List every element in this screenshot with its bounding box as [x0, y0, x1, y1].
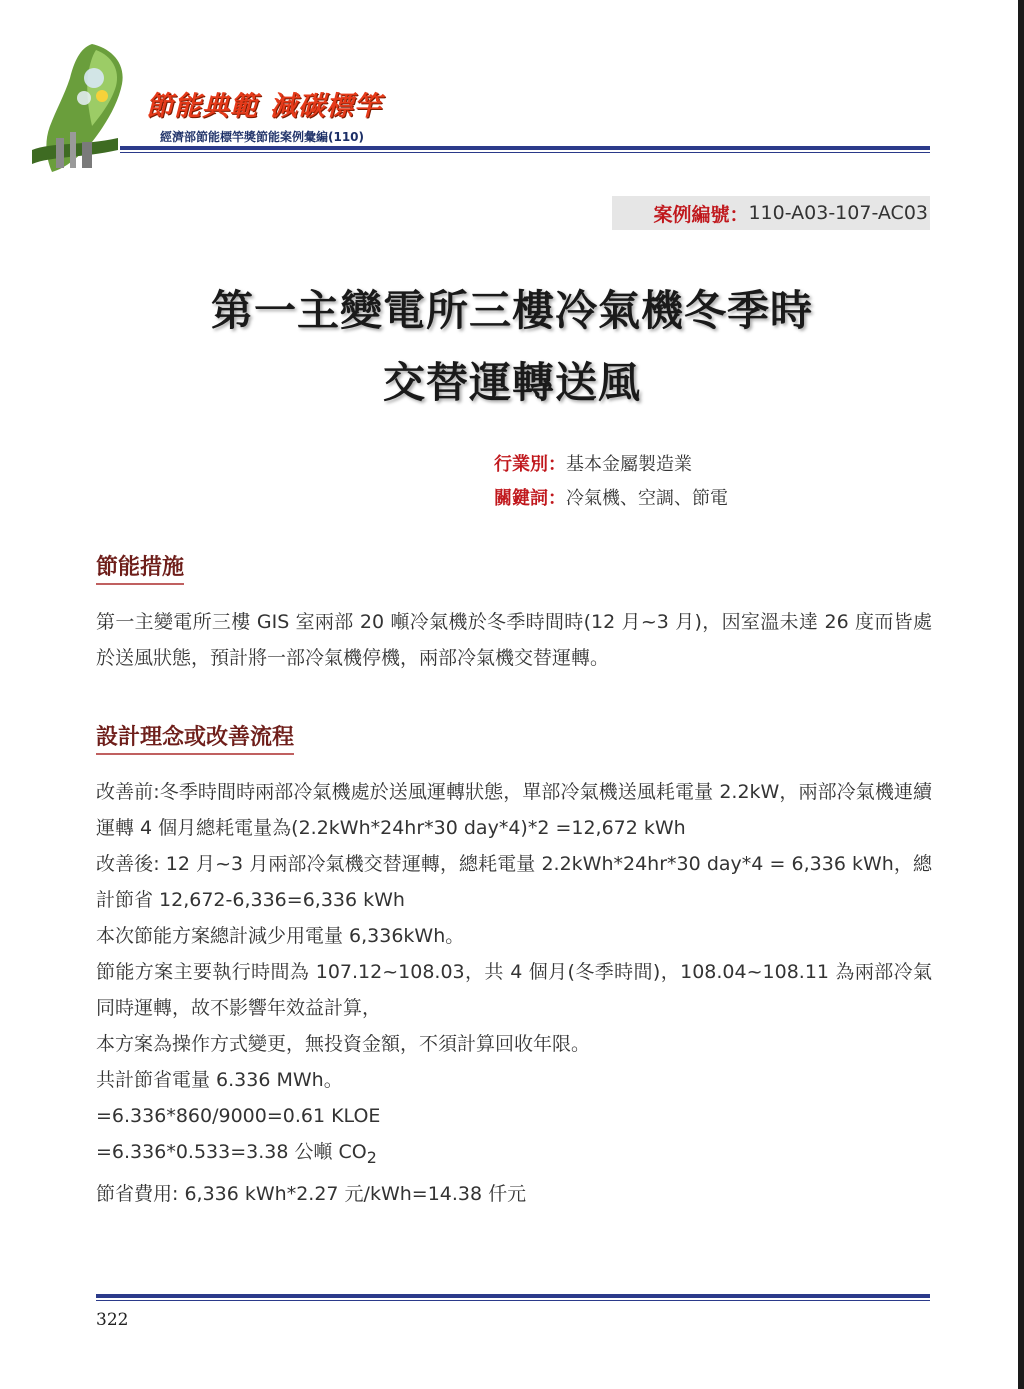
design-line-cost: 節省費用: 6,336 kWh*2.27 元/kWh=14.38 仟元: [96, 1182, 527, 1205]
page-title-line1: 第一主變電所三樓冷氣機冬季時: [210, 286, 813, 335]
page-number: 322: [96, 1310, 129, 1330]
case-number-value: 110-A03-107-AC03: [748, 202, 928, 224]
section-heading-design: 設計理念或改善流程: [96, 720, 294, 755]
design-line-after: 改善後: 12 月~3 月兩部冷氣機交替運轉，總耗電量 2.2kWh*24hr*30 day*4 = 6,336 kWh，總計節省 12,672-6,336=6,336 kWh: [96, 853, 932, 911]
industry-value: 基本金屬製造業: [566, 454, 692, 475]
keywords-label: 關鍵詞：: [494, 488, 566, 509]
co2-text: =6.336*0.533=3.38 公噸 CO: [96, 1141, 367, 1163]
page-edge: [1018, 0, 1024, 1389]
brand-title-b: 減碳標竿: [270, 91, 382, 122]
measures-paragraph: [96, 604, 932, 676]
design-line-period: 節能方案主要執行時間為 107.12~108.03，共 4 個月(冬季時間)，108.04~108.11 為兩部冷氣同時運轉，故不影響年效益計算，: [96, 961, 932, 1019]
keywords-row: [494, 484, 728, 510]
brand-title-a: 節能典範: [146, 91, 258, 122]
case-number-label: 案例編號：: [653, 203, 749, 226]
design-line-saving-mwh: 共計節省電量 6.336 MWh。: [96, 1069, 343, 1091]
measures-text: 第一主變電所三樓 GIS 室兩部 20 噸冷氣機於冬季時間時(12 月~3 月)，因室溫未達 26 度而皆處於送風狀態，預計將一部冷氣機停機，兩部冷氣機交替運轉。: [96, 611, 932, 669]
taiwan-logo-icon: [22, 38, 132, 178]
design-line-kloe: =6.336*860/9000=0.61 KLOE: [96, 1105, 381, 1127]
case-number-box: [612, 196, 930, 230]
industry-label: 行業別：: [494, 454, 566, 475]
keywords-value: 冷氣機、空調、節電: [566, 488, 728, 509]
design-line-before: 改善前:冬季時間時兩部冷氣機處於送風運轉狀態，單部冷氣機送風耗電量 2.2kW，兩部冷氣機連續運轉 4 個月總耗電量為(2.2kWh*24hr*30 day*4)*2 =12,672 kWh: [96, 781, 932, 839]
industry-row: [494, 450, 692, 476]
section-heading-measures: 節能措施: [96, 550, 184, 585]
header-rule: [120, 146, 930, 153]
co2-subscript: 2: [366, 1147, 377, 1167]
brand-subtitle: 經濟部節能標竿獎節能案例彙編(110): [160, 130, 365, 144]
design-line-investment: 本方案為操作方式變更，無投資金額，不須計算回收年限。: [96, 1033, 591, 1055]
design-paragraph: [96, 774, 932, 1212]
design-line-total: 本次節能方案總計減少用電量 6,336kWh。: [96, 925, 465, 947]
brand-title: [146, 84, 382, 123]
design-line-co2: [96, 1134, 932, 1176]
page-title-line2: 交替運轉送風: [382, 358, 641, 407]
footer-rule: [96, 1294, 930, 1301]
